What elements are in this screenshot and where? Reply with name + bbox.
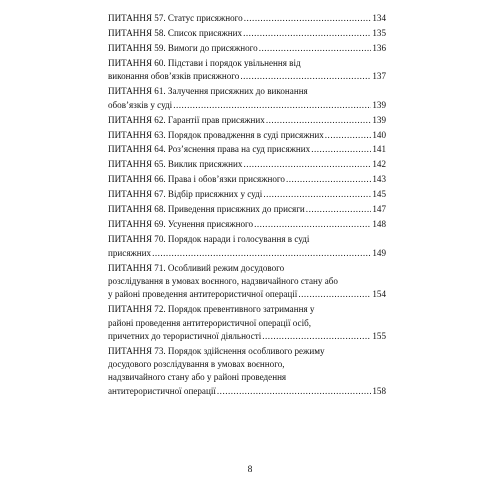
toc-entry-title-line: ПИТАННЯ 66. Права і обов’язки присяжного xyxy=(108,174,285,185)
toc-entry[interactable] xyxy=(108,203,386,216)
toc-entry-last-line xyxy=(108,218,386,231)
toc-entry-title-line: ПИТАННЯ 63. Порядок провадження в суді присяжних xyxy=(108,129,324,140)
toc-entry-title-line: надзвичайного стану або у районі проведення xyxy=(108,372,287,383)
toc-entry-title-line: ПИТАННЯ 73. Порядок здійснення особливого режиму xyxy=(108,345,325,356)
toc-entry[interactable] xyxy=(108,345,386,398)
toc-entry-page-number: 158 xyxy=(372,385,386,396)
toc-entry-page-number: 137 xyxy=(372,71,386,82)
toc-entry-last-line xyxy=(108,129,386,142)
dot-leader xyxy=(173,99,371,112)
toc-entry[interactable] xyxy=(108,27,386,40)
toc-entry-title-line: ПИТАННЯ 70. Порядок наради і голосування в суді xyxy=(108,234,310,245)
toc-entry-page-number: 147 xyxy=(372,204,386,215)
dot-leader xyxy=(243,158,371,171)
dot-leader xyxy=(254,218,371,231)
toc-entry-title-line: ПИТАННЯ 57. Статус присяжного xyxy=(108,13,243,23)
toc-entry-title-line: ПИТАННЯ 72. Порядок превентивного затримання у xyxy=(108,304,315,315)
toc-entry-last-line xyxy=(108,247,386,260)
dot-leader xyxy=(263,188,371,201)
toc-entry-last-line xyxy=(108,288,386,301)
toc-entry-title-line: виконання обов’язків присяжного xyxy=(108,71,240,82)
toc-entry-title-line: ПИТАННЯ 61. Залучення присяжних до виконання xyxy=(108,86,308,97)
toc-entry[interactable] xyxy=(108,262,386,302)
toc-entry-title-line: ПИТАННЯ 65. Виклик присяжних xyxy=(108,159,243,170)
toc-entry-title-line: ПИТАННЯ 71. Особливий режим досудового xyxy=(108,262,285,273)
toc-entry-page-number: 148 xyxy=(372,219,386,230)
toc-entry[interactable] xyxy=(108,173,386,186)
dot-leader xyxy=(243,27,371,40)
toc-entry-page-number: 155 xyxy=(372,330,386,341)
toc-entry[interactable] xyxy=(108,12,386,25)
dot-leader xyxy=(259,42,372,55)
toc-entry-last-line xyxy=(108,330,386,343)
toc-entry-last-line xyxy=(108,203,386,216)
toc-entry-title-line: районі проведення антитерористичної операції осіб, xyxy=(108,317,312,328)
toc-entry-last-line xyxy=(108,114,386,127)
toc-entry-page-number: 139 xyxy=(372,114,386,125)
toc-entry[interactable] xyxy=(108,114,386,127)
toc-entry-last-line xyxy=(108,385,386,398)
toc-entry-title-line: антитерористичної операції xyxy=(108,385,216,396)
toc-entry[interactable] xyxy=(108,57,386,84)
toc-entry-page-number: 134 xyxy=(372,13,386,23)
toc-entry-page-number: 145 xyxy=(372,189,386,200)
toc-entry-title-line: ПИТАННЯ 58. Список присяжних xyxy=(108,27,243,38)
toc-entry-last-line xyxy=(108,158,386,171)
toc-entry-page-number: 139 xyxy=(372,99,386,110)
toc-entry[interactable] xyxy=(108,233,386,260)
toc-entry-last-line xyxy=(108,42,386,55)
toc-entry-last-line xyxy=(108,27,386,40)
toc-entry-title-line: у районі проведення антитерористичної операції xyxy=(108,289,298,300)
toc-entry-title-line: розслідування в умовах воєнного, надзвичайного стану або xyxy=(108,275,338,286)
dot-leader xyxy=(262,330,371,343)
dot-leader xyxy=(286,173,371,186)
toc-entry[interactable] xyxy=(108,85,386,112)
toc-entry-title-line: ПИТАННЯ 67. Відбір присяжних у суді xyxy=(108,189,263,200)
toc-entry-title-line: ПИТАННЯ 62. Гарантії прав присяжних xyxy=(108,114,265,125)
toc-entry-last-line xyxy=(108,70,386,83)
dot-leader xyxy=(298,288,371,301)
dot-leader xyxy=(244,12,372,25)
toc-entry-title-line: ПИТАННЯ 68. Приведення присяжних до присяги xyxy=(108,204,305,215)
toc-entry-title-line: ПИТАННЯ 60. Підстави і порядок увільнення від xyxy=(108,57,301,68)
dot-leader xyxy=(240,70,371,83)
toc-entry-title-line: ПИТАННЯ 69. Усунення присяжного xyxy=(108,219,254,230)
toc-entry[interactable] xyxy=(108,218,386,231)
toc-entry-last-line xyxy=(108,143,386,156)
toc-entry-last-line xyxy=(108,188,386,201)
page-number: 8 xyxy=(247,465,253,475)
toc-entry-title-line: ПИТАННЯ 64. Роз’яснення права на суд присяжних xyxy=(108,144,311,155)
toc-entry-page-number: 141 xyxy=(372,144,386,155)
toc-entry-last-line xyxy=(108,12,386,25)
toc-entry[interactable] xyxy=(108,143,386,156)
toc-entry[interactable] xyxy=(108,129,386,142)
toc-entry-title-line: обов’язків у суді xyxy=(108,99,173,110)
toc-entry-last-line xyxy=(108,99,386,112)
dot-leader xyxy=(311,143,371,156)
toc-entry-title-line: присяжних xyxy=(108,247,152,258)
toc-entry-title-line: досудового розслідування в умовах воєнного, xyxy=(108,359,285,370)
dot-leader xyxy=(266,114,372,127)
toc-entry[interactable] xyxy=(108,188,386,201)
table-of-contents xyxy=(108,12,386,400)
toc-entry-page-number: 143 xyxy=(372,174,386,185)
toc-entry-page-number: 142 xyxy=(372,159,386,170)
dot-leader xyxy=(152,247,371,260)
dot-leader xyxy=(217,385,371,398)
dot-leader xyxy=(325,129,372,142)
toc-entry[interactable] xyxy=(108,158,386,171)
toc-entry-page-number: 136 xyxy=(372,42,386,53)
toc-entry[interactable] xyxy=(108,42,386,55)
toc-entry-title-line: ПИТАННЯ 59. Вимоги до присяжного xyxy=(108,42,258,53)
toc-entry-page-number: 149 xyxy=(372,247,386,258)
toc-entry-page-number: 154 xyxy=(372,289,386,300)
toc-entry-last-line xyxy=(108,173,386,186)
toc-entry-page-number: 140 xyxy=(372,129,386,140)
toc-entry-title-line: причетних до терористичної діяльності xyxy=(108,330,262,341)
toc-entry[interactable] xyxy=(108,303,386,343)
dot-leader xyxy=(306,203,372,216)
toc-entry-page-number: 135 xyxy=(372,27,386,38)
